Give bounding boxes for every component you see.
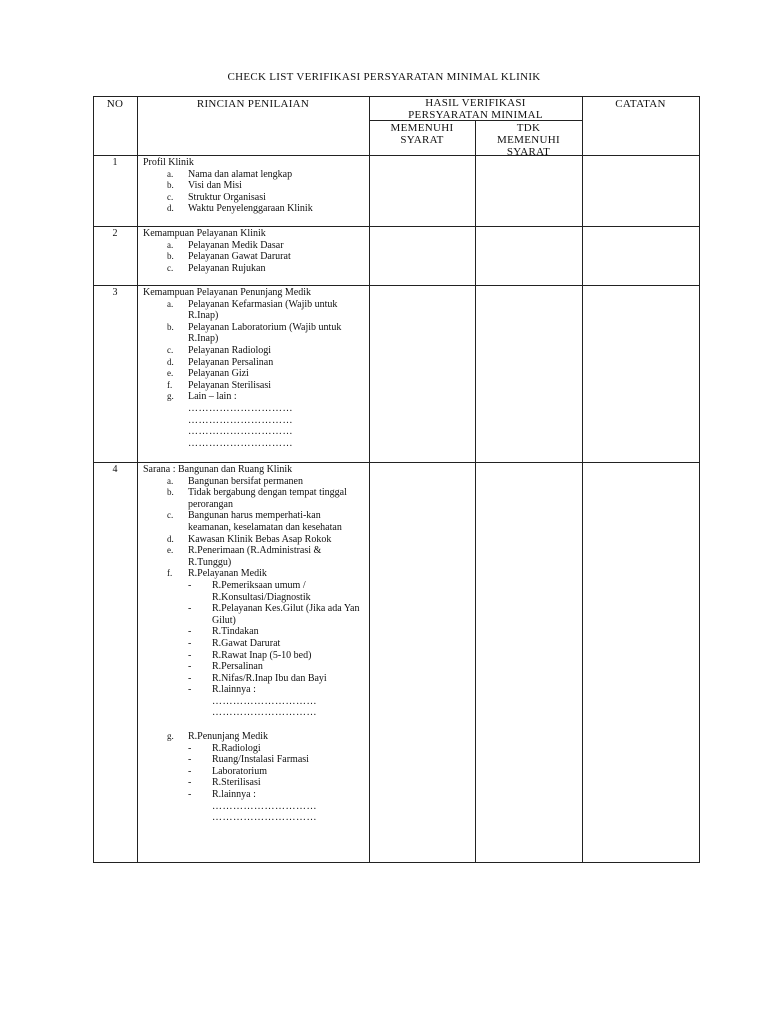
- list-item: e. R.Penerimaan (R.Administrasi & R.Tunggu): [167, 545, 322, 568]
- page-title: CHECK LIST VERIFIKASI PERSYARATAN MINIMAL KLINIK: [227, 71, 541, 83]
- row-number: 3: [112, 287, 118, 298]
- list-item: c. Pelayanan Rujukan: [167, 262, 266, 274]
- row-heading: Profil Klinik: [143, 157, 194, 168]
- sub-list: [188, 580, 365, 696]
- table-border-left: [93, 96, 94, 863]
- list-item: a. Nama dan alamat lengkap: [167, 168, 293, 180]
- dotted-fill-line: …………………………: [188, 402, 293, 414]
- table-border-bottom: [93, 862, 700, 863]
- header-tdk-line2: MEMENUHI: [497, 134, 560, 146]
- list-item: b. Pelayanan Gawat Darurat: [167, 251, 291, 263]
- list-item: b. Visi dan Misi: [167, 180, 242, 192]
- item-list: [143, 240, 365, 275]
- sub-list-item: - R.Persalinan: [188, 661, 263, 673]
- tdk-memenuhi-cell-4[interactable]: [476, 463, 582, 862]
- list-item: c. Struktur Organisasi: [167, 191, 266, 203]
- header-tdk-memenuhi: [475, 122, 582, 158]
- list-item: g. R.Penunjang Medik - R.Radiologi - Ruang/Instalasi Farmasi - Laboratorium - R.Sterilisasi - R.lainnya : ………………………… …………………………: [143, 731, 365, 824]
- dotted-fill-line: …………………………: [212, 800, 317, 812]
- checklist-table: [93, 96, 700, 863]
- row-heading: Sarana : Bangunan dan Ruang Klinik: [143, 464, 293, 475]
- item-list: [143, 299, 365, 403]
- header-tdk-line3: SYARAT: [506, 146, 551, 158]
- col-divider-no: [137, 96, 138, 863]
- header-memenuhi: [369, 122, 475, 146]
- memenuhi-cell-4[interactable]: [370, 463, 475, 862]
- header-hasil: [369, 97, 582, 121]
- dotted-fill-line: …………………………: [188, 437, 293, 449]
- tdk-memenuhi-cell-3[interactable]: [476, 286, 582, 462]
- memenuhi-cell-2[interactable]: [370, 227, 475, 285]
- sub-list: [188, 743, 365, 801]
- memenuhi-cell-1[interactable]: [370, 156, 475, 226]
- list-item: d. Pelayanan Persalinan: [167, 356, 274, 368]
- list-item: a. Pelayanan Medik Dasar: [167, 239, 284, 251]
- tdk-memenuhi-cell-2[interactable]: [476, 227, 582, 285]
- list-item: c. Pelayanan Radiologi: [167, 344, 272, 356]
- sub-list-item: - R.Radiologi: [188, 742, 261, 754]
- catatan-cell-3[interactable]: [583, 286, 699, 462]
- dotted-fill-line: …………………………: [188, 426, 293, 438]
- list-item: g. Lain – lain :: [167, 391, 237, 403]
- header-no: NO: [106, 98, 124, 110]
- list-item: d. Kawasan Klinik Bebas Asap Rokok: [167, 533, 332, 545]
- row-heading: Kemampuan Pelayanan Penunjang Medik: [143, 287, 312, 298]
- list-item: f. R.Pelayanan Medik - R.Pemeriksaan umum / R.Konsultasi/Diagnostik - R.Pelayanan Kes.Gilut (Jika ada Yan Gilut) - R.Tindakan - R.Gawat Darurat - R.Rawat Inap (5-10 bed) - R.Persalinan - R.Nifas/R.Inap Ibu dan Bayi - R.lainnya : ………………………… …………………………: [143, 568, 365, 719]
- sub-list-item: - R.Tindakan: [188, 626, 259, 638]
- list-item: a. Pelayanan Kefarmasian (Wajib untuk R.Inap): [167, 298, 338, 322]
- sub-list-item: - R.lainnya :: [188, 684, 256, 696]
- header-tdk-line1: TDK: [516, 122, 541, 134]
- row-number: 4: [112, 464, 118, 475]
- tdk-memenuhi-cell-1[interactable]: [476, 156, 582, 226]
- row-number: 2: [112, 228, 118, 239]
- dotted-fill-line: …………………………: [188, 414, 293, 426]
- sub-list-item: - R.Pelayanan Kes.Gilut (Jika ada Yan Gilut): [188, 603, 360, 626]
- row-2-content: [143, 228, 365, 274]
- header-hasil-line1: HASIL VERIFIKASI: [425, 97, 526, 109]
- header-hasil-line2: PERSYARATAN MINIMAL: [408, 109, 543, 121]
- header-rincian: RINCIAN PENILAIAN: [196, 98, 310, 110]
- header-memenuhi-line1: MEMENUHI: [390, 122, 454, 134]
- row-1-content: [143, 157, 365, 215]
- dotted-fill-line: …………………………: [212, 695, 317, 707]
- sub-list-item: - R.Pemeriksaan umum / R.Konsultasi/Diagnostik: [188, 579, 311, 603]
- item-list: [143, 731, 365, 824]
- list-item: a. Bangunan bersifat permanen: [167, 475, 303, 487]
- table-border-right: [699, 96, 700, 863]
- catatan-cell-4[interactable]: [583, 463, 699, 862]
- dotted-fill-line: …………………………: [212, 707, 317, 719]
- list-item: c. Bangunan harus memperhati-kan keamanan, keselamatan dan kesehatan: [167, 510, 342, 533]
- memenuhi-cell-3[interactable]: [370, 286, 475, 462]
- catatan-cell-1[interactable]: [583, 156, 699, 226]
- list-item: e. Pelayanan Gizi: [167, 368, 249, 380]
- header-memenuhi-line2: SYARAT: [400, 134, 444, 146]
- sub-list-item: - Laboratorium: [188, 765, 267, 777]
- sub-list-item: - R.Nifas/R.Inap Ibu dan Bayi: [188, 672, 327, 684]
- sub-list-item: - R.Rawat Inap (5-10 bed): [188, 649, 312, 661]
- row-4-content: [143, 464, 365, 824]
- item-list: [143, 169, 365, 215]
- sub-list-item: - R.Sterilisasi: [188, 777, 261, 789]
- list-item: f. Pelayanan Sterilisasi: [167, 379, 272, 391]
- spacer: [143, 719, 365, 731]
- sub-list-item: - R.Gawat Darurat: [188, 637, 281, 649]
- dotted-fill-line: …………………………: [212, 812, 317, 824]
- row-number: 1: [112, 157, 118, 168]
- list-item: d. Waktu Penyelenggaraan Klinik: [167, 203, 313, 215]
- row-heading: Kemampuan Pelayanan Klinik: [143, 228, 266, 239]
- list-item: b. Tidak bergabung dengan tempat tinggal perorangan: [167, 487, 347, 510]
- sub-list-item: - R.lainnya :: [188, 789, 256, 801]
- header-catatan: CATATAN: [615, 98, 666, 110]
- list-item: b. Pelayanan Laboratorium (Wajib untuk R.Inap): [167, 321, 342, 345]
- sub-list-item: - Ruang/Instalasi Farmasi: [188, 754, 309, 766]
- catatan-cell-2[interactable]: [583, 227, 699, 285]
- row-3-content: [143, 287, 365, 449]
- item-list: [143, 476, 365, 719]
